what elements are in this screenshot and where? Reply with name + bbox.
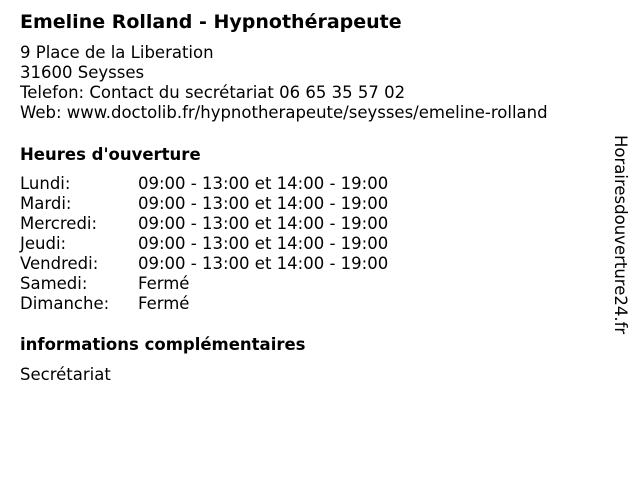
time-value: 09:00 - 13:00 et 14:00 - 19:00 [138, 174, 389, 193]
day-label: Mardi: [20, 194, 72, 213]
hours-row-saturday [20, 274, 388, 294]
hours-row-thursday [20, 234, 388, 254]
day-label: Vendredi: [20, 254, 99, 273]
hours-heading: Heures d'ouverture [20, 145, 201, 164]
website-line: Web: www.doctolib.fr/hypnotherapeute/seysses/emeline-rolland [20, 103, 548, 122]
hours-row-friday [20, 254, 388, 274]
day-label: Samedi: [20, 274, 88, 293]
hours-row-wednesday [20, 214, 388, 234]
phone-line: Telefon: Contact du secrétariat 06 65 35 57 02 [20, 83, 406, 102]
time-value: 09:00 - 13:00 et 14:00 - 19:00 [138, 214, 389, 233]
watermark-text: Horairesdouverture24.fr [611, 135, 630, 335]
address-block [20, 43, 548, 123]
street-address: 9 Place de la Liberation [20, 43, 214, 62]
time-value: Fermé [138, 294, 190, 313]
page-title: Emeline Rolland - Hypnothérapeute [20, 11, 402, 33]
time-value: 09:00 - 13:00 et 14:00 - 19:00 [138, 254, 389, 273]
time-value: 09:00 - 13:00 et 14:00 - 19:00 [138, 234, 389, 253]
time-value: 09:00 - 13:00 et 14:00 - 19:00 [138, 194, 389, 213]
day-label: Lundi: [20, 174, 71, 193]
info-text: Secrétariat [20, 365, 111, 384]
day-label: Mercredi: [20, 214, 98, 233]
day-label: Dimanche: [20, 294, 110, 313]
info-heading: informations complémentaires [20, 335, 306, 354]
day-label: Jeudi: [20, 234, 67, 253]
hours-row-sunday [20, 294, 388, 314]
hours-row-tuesday [20, 194, 388, 214]
opening-hours-list [20, 174, 388, 314]
hours-row-monday [20, 174, 388, 194]
city-postal: 31600 Seysses [20, 63, 145, 82]
site-watermark [612, 135, 632, 371]
time-value: Fermé [138, 274, 190, 293]
